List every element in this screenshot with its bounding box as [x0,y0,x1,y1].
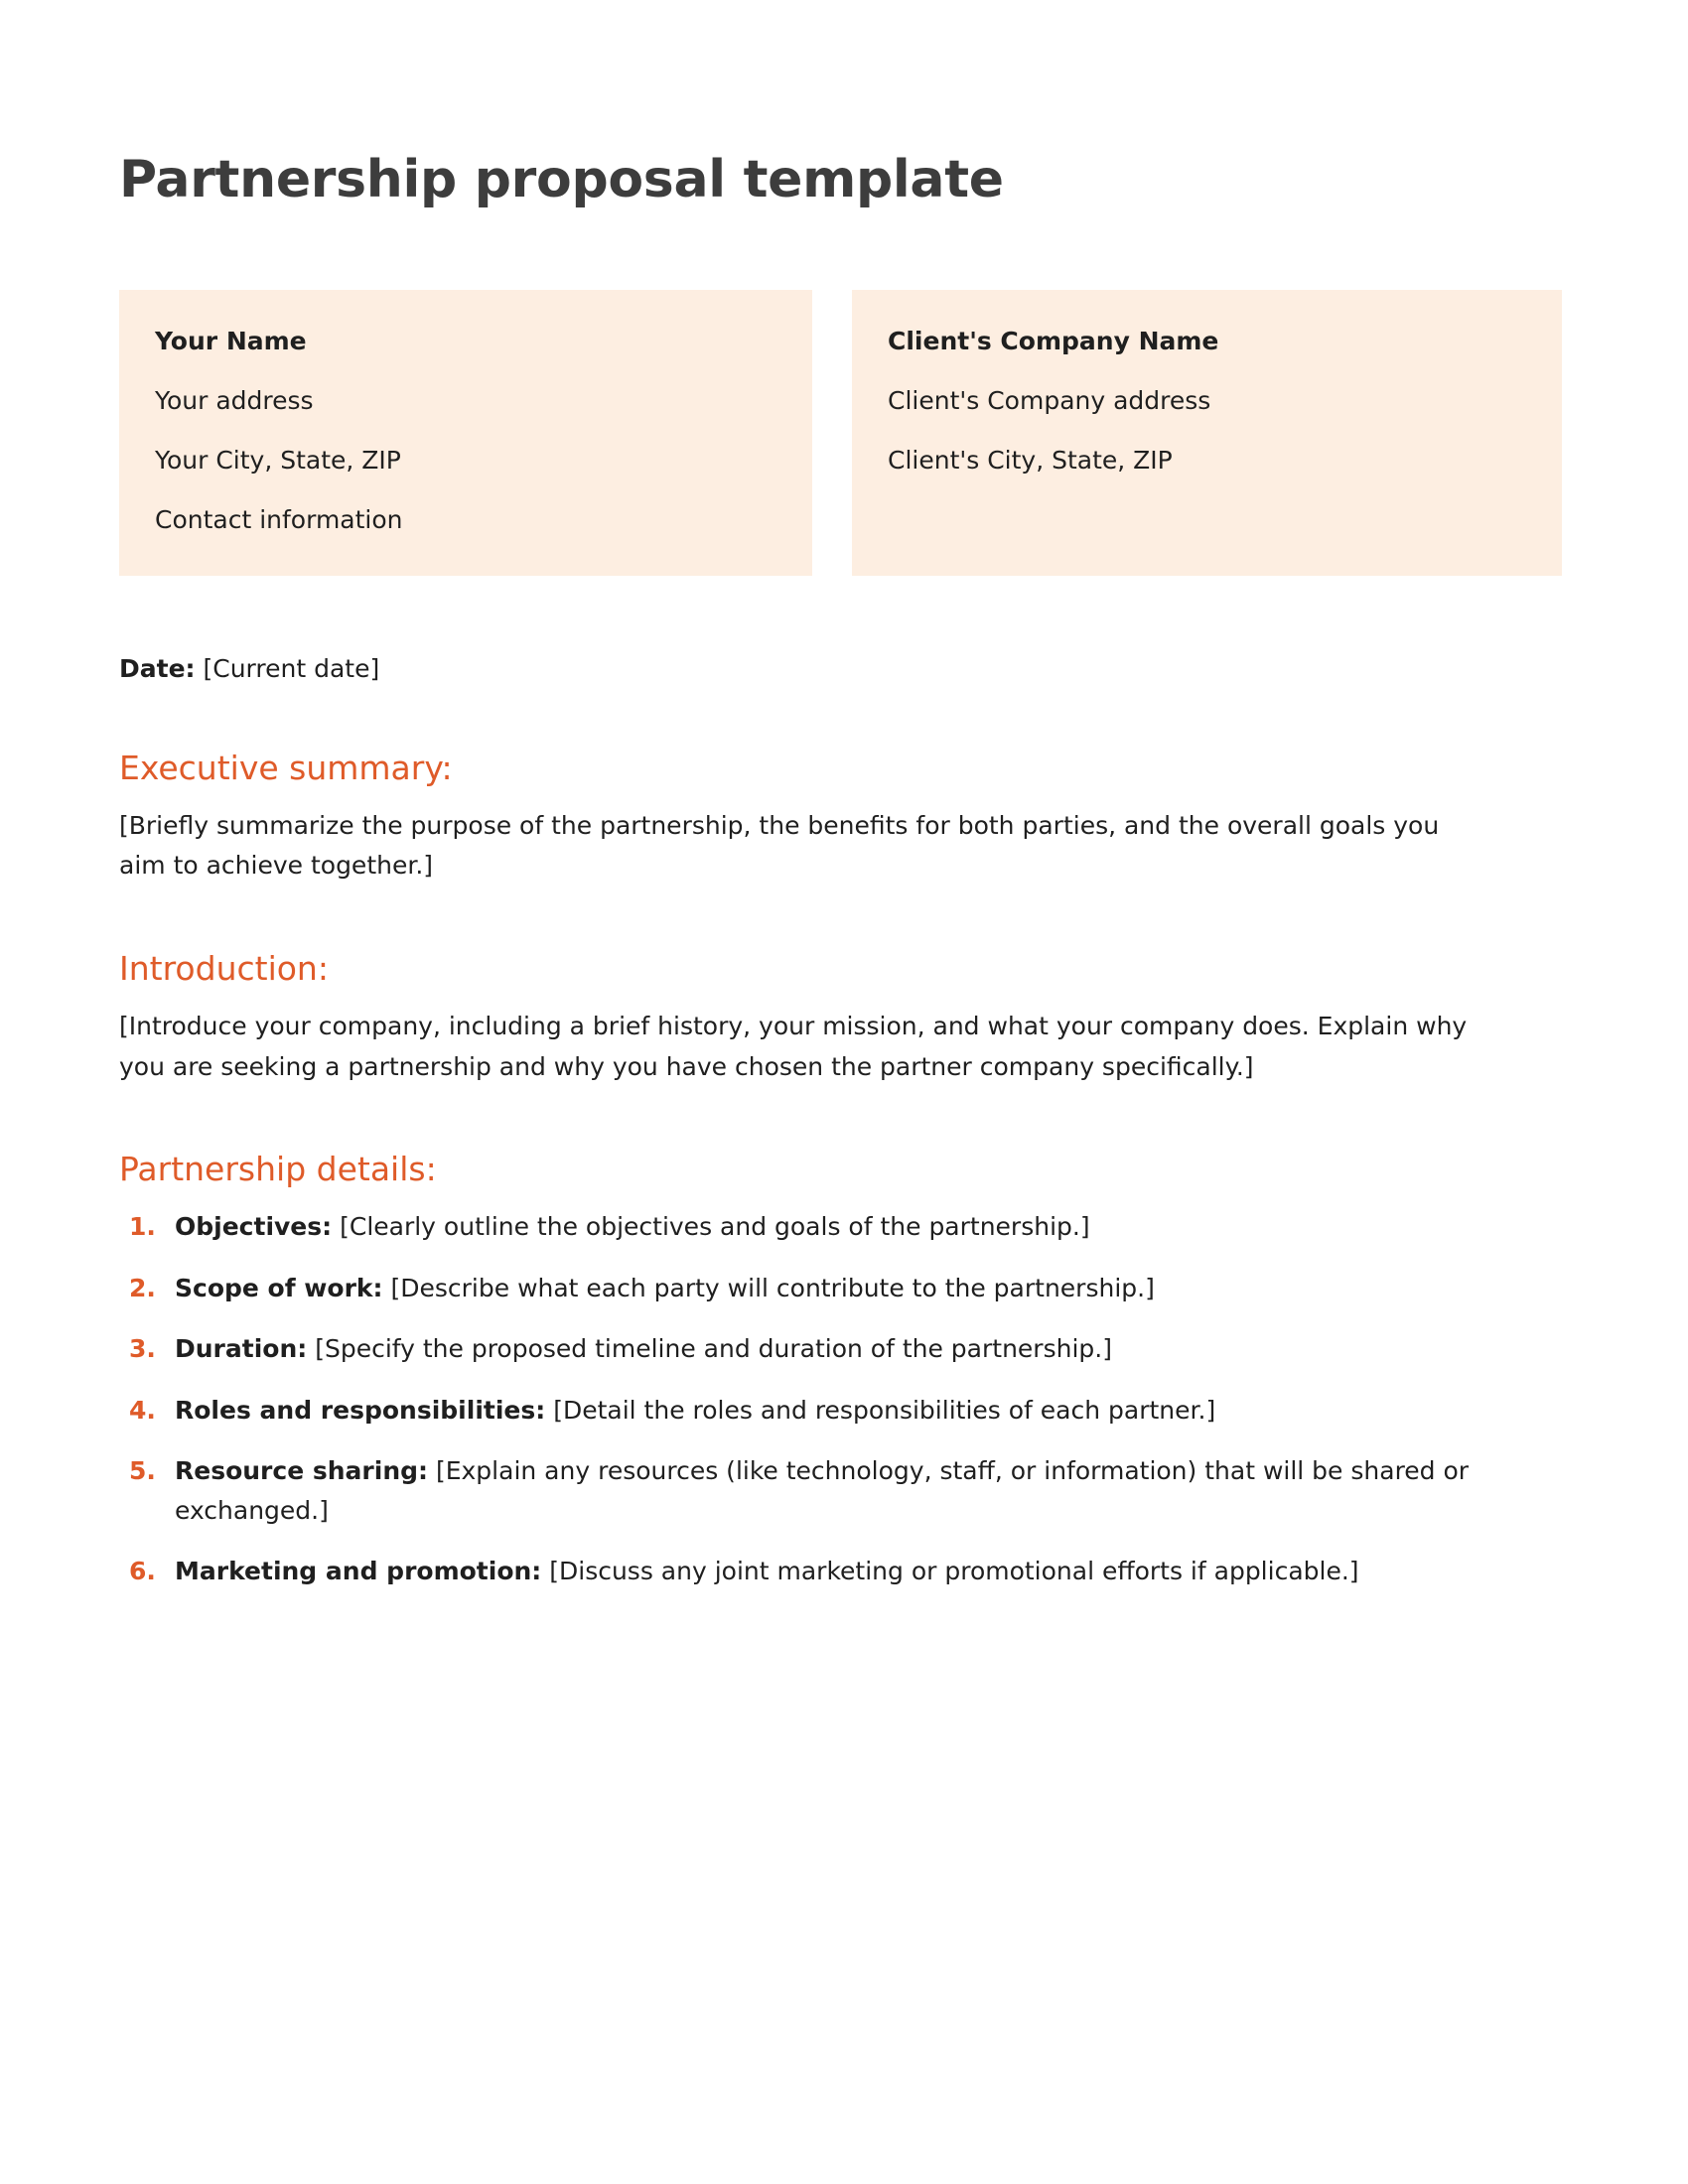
list-item [119,1391,1535,1431]
section-heading-introduction: Introduction: [119,948,329,988]
list-item-text: [Explain any resources (like technology, staff, or information) that will be shared or exchanged.] [175,1456,1470,1525]
section-executive-summary [119,748,1569,887]
page-title: Partnership proposal template [119,150,1004,209]
list-item [119,1207,1535,1247]
client-address-box [852,290,1562,576]
client-company-address: Client's Company address [888,386,1211,416]
section-body-executive-summary: [Briefly summarize the purpose of the partnership, the benefits for both parties, and the overall goals you aim to achieve together.] [119,810,1440,881]
list-item [119,1552,1535,1591]
list-item-text: [Clearly outline the objectives and goals of the partnership.] [332,1212,1090,1242]
list-item-text: [Describe what each party will contribute to the partnership.] [382,1273,1155,1302]
list-item-text: [Detail the roles and responsibilities of each partner.] [545,1395,1216,1425]
section-introduction [119,948,1569,1087]
list-item-label: Scope of work: [175,1273,383,1302]
section-heading-partnership-details: Partnership details: [119,1150,437,1189]
list-item-label: Marketing and promotion: [175,1557,542,1586]
list-item-text: [Discuss any joint marketing or promotional efforts if applicable.] [541,1557,1359,1586]
section-partnership-details [119,1149,1569,1591]
date-value: [Current date] [203,654,380,684]
list-item [119,1329,1535,1369]
partnership-details-list [119,1207,1569,1591]
sender-city-state-zip: Your City, State, ZIP [155,446,401,476]
sender-name: Your Name [155,327,307,356]
client-city-state-zip: Client's City, State, ZIP [888,446,1173,476]
list-item [119,1269,1535,1308]
list-item-text: [Specify the proposed timeline and duration of the partnership.] [307,1334,1112,1364]
section-body-introduction: [Introduce your company, including a brief history, your mission, and what your company does. Explain why you are seeking a partnership and why you have chosen the partner company specifically.] [119,1012,1468,1081]
address-row [119,290,1569,576]
list-item-label: Roles and responsibilities: [175,1395,546,1425]
section-heading-executive-summary: Executive summary: [119,748,453,787]
sender-address-box [119,290,812,576]
date-line [119,653,1569,686]
client-company-name: Client's Company Name [888,327,1219,356]
sender-address: Your address [155,386,314,416]
list-item-label: Objectives: [175,1212,333,1242]
sender-contact-information: Contact information [155,505,403,535]
list-item-label: Resource sharing: [175,1456,429,1486]
list-item-label: Duration: [175,1334,308,1364]
list-item [119,1451,1535,1530]
date-label: Date: [119,654,196,684]
